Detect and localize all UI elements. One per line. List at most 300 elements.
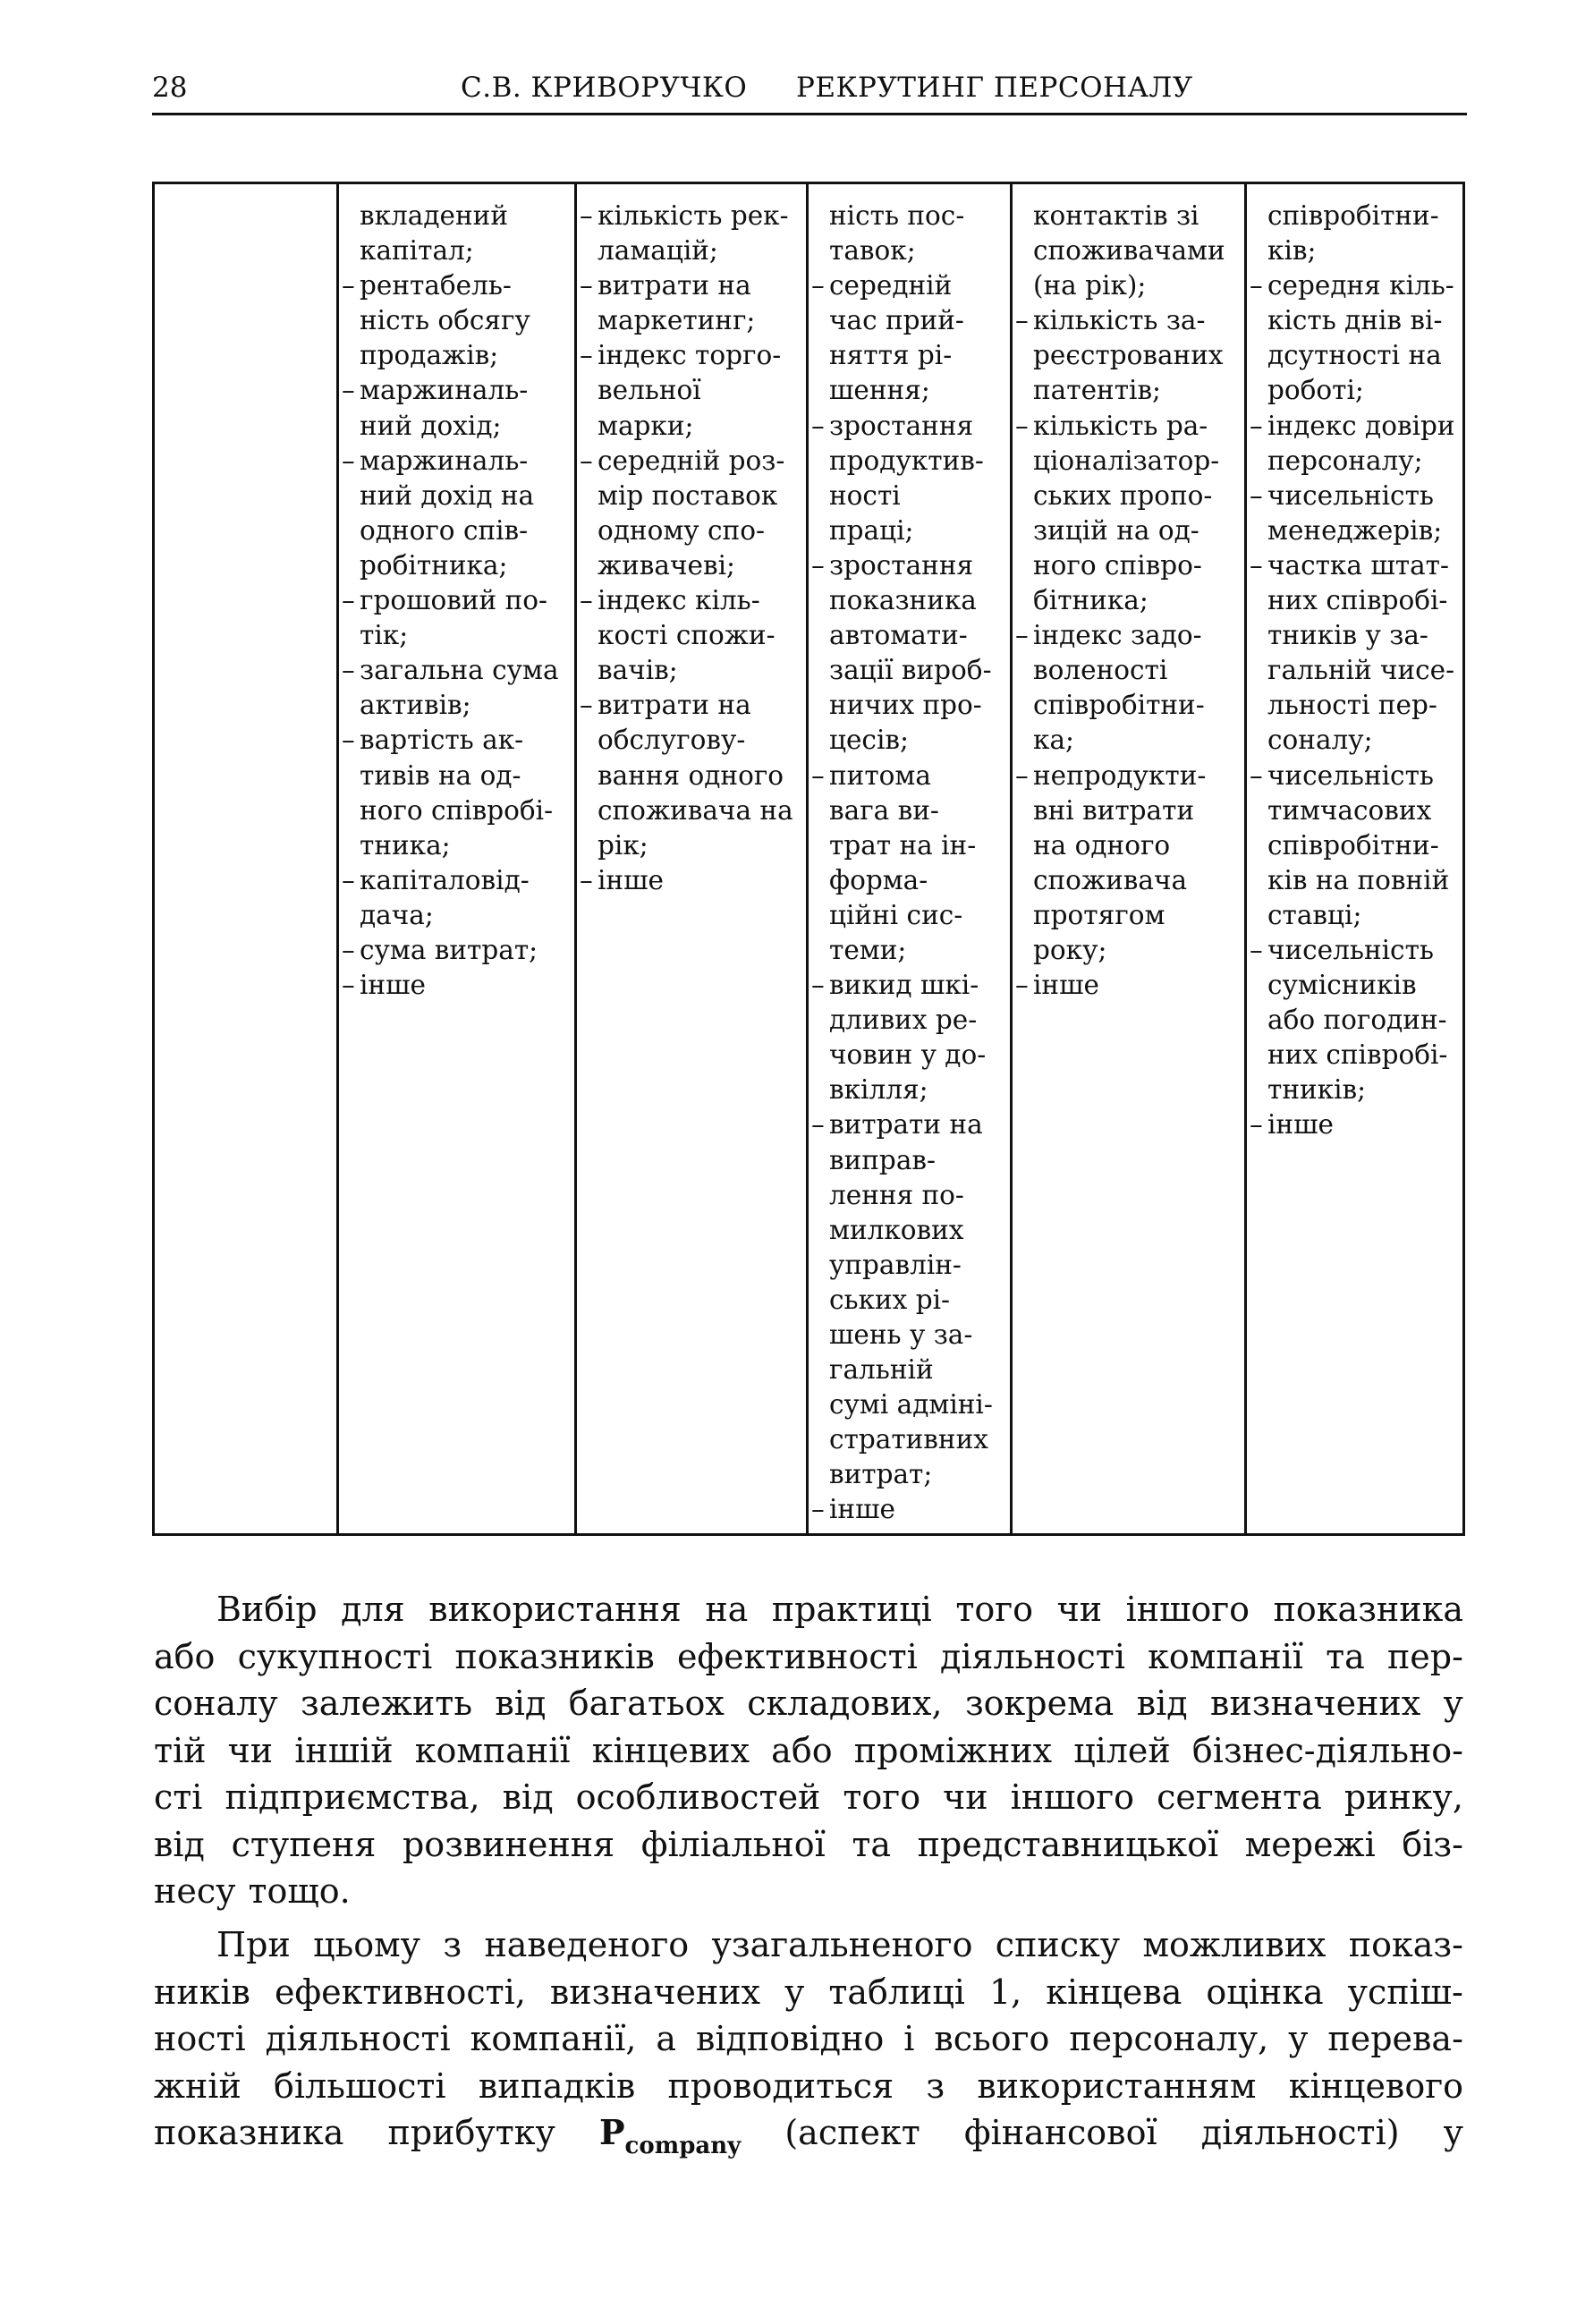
cell-text: них співробі- <box>1267 1039 1448 1071</box>
table-cell-line <box>809 199 1010 233</box>
cell-text: дсутності на <box>1267 340 1442 371</box>
table-cell-line <box>1013 373 1244 408</box>
word: ників <box>154 1972 250 2012</box>
table-cell-line <box>339 688 574 723</box>
paragraph-line <box>154 1774 1463 1821</box>
cell-text: ламацій; <box>598 235 718 267</box>
cell-text: тивів на од- <box>360 759 521 791</box>
cell-text: індекс довіри <box>1267 410 1455 441</box>
list-dash: – <box>1250 934 1263 965</box>
word: фінансової <box>963 2113 1157 2152</box>
cell-text: ничих про- <box>829 690 982 721</box>
cell-text: сума витрат; <box>360 934 538 965</box>
word: визначених <box>1210 1684 1421 1723</box>
table-cell-line <box>809 513 1010 548</box>
cell-text: інше <box>1267 1109 1334 1141</box>
cell-text: індекс кіль- <box>598 585 760 616</box>
cell-text: ціоналізатор- <box>1033 445 1220 476</box>
paragraph-line-with-formula <box>154 2109 1463 2170</box>
cell-text: персоналу; <box>1267 445 1423 476</box>
table-cell-line <box>339 268 574 303</box>
cell-text: ських рі- <box>829 1284 950 1315</box>
word: біз- <box>1402 1824 1463 1864</box>
cell-text: середній <box>829 270 953 301</box>
table-cell-line <box>809 1248 1010 1283</box>
cell-text: тік; <box>360 620 409 651</box>
word: визначених <box>549 1972 761 2012</box>
table-cell-line <box>809 968 1010 1003</box>
table-cell-line <box>577 199 806 233</box>
cell-text: одному спо- <box>598 514 765 546</box>
cell-text: кількість рек- <box>598 200 789 231</box>
word: цілей <box>1073 1730 1171 1770</box>
cell-text: протягом <box>1033 899 1165 930</box>
list-dash: – <box>1015 305 1029 336</box>
cell-text: зростання <box>829 410 974 441</box>
word: залежить <box>301 1684 473 1723</box>
table-cell-line <box>1013 268 1244 303</box>
paragraph-line <box>154 1633 1463 1681</box>
cell-text: капіталовід- <box>360 864 530 895</box>
word: представницької <box>917 1824 1219 1864</box>
list-dash: – <box>811 759 825 791</box>
list-dash: – <box>1250 549 1263 581</box>
word: практиці <box>771 1590 932 1629</box>
cell-text: ційні сис- <box>829 899 963 930</box>
list-dash: – <box>811 410 825 441</box>
cell-text: вні витрати <box>1033 794 1195 826</box>
word: у <box>1443 1684 1463 1723</box>
cell-text: активів; <box>360 690 471 721</box>
table-cell-line <box>1247 968 1462 1003</box>
list-dash: – <box>1250 1109 1263 1141</box>
table-cell-line <box>577 268 806 303</box>
cell-text: шень у за- <box>829 1319 973 1350</box>
cell-text: інше <box>598 864 664 895</box>
table-cell-line <box>809 1107 1010 1142</box>
table-cell-line <box>339 653 574 688</box>
cell-text: ставці; <box>1267 899 1362 930</box>
word: проміжних <box>853 1730 1053 1770</box>
cell-text: показника <box>829 585 977 616</box>
cell-text: непродукти- <box>1033 759 1207 791</box>
table-cell-line <box>809 688 1010 723</box>
table-cell-line <box>577 688 806 723</box>
table-cell-line <box>1247 688 1462 723</box>
word: розвинення <box>402 1824 615 1864</box>
table-cell-line <box>1013 933 1244 968</box>
cell-text: індекс торго- <box>598 340 782 371</box>
table-cell-line <box>1013 759 1244 793</box>
table-cell-line <box>577 513 806 548</box>
word: ефективності <box>676 1636 918 1676</box>
cell-text: або погодин- <box>1267 1005 1447 1036</box>
word: використання <box>428 1590 682 1629</box>
paragraph-line <box>154 2063 1463 2110</box>
table-cell-line <box>1247 828 1462 863</box>
list-dash: – <box>580 445 593 476</box>
table-cell-line <box>809 653 1010 688</box>
table-cell-line <box>1247 268 1462 303</box>
table-cell-line <box>577 759 806 793</box>
table-cell-line <box>339 968 574 1003</box>
table-cell-line <box>809 793 1010 828</box>
table-cell-line <box>577 479 806 513</box>
table-cell-line <box>809 1213 1010 1248</box>
word: чи <box>227 1730 274 1770</box>
word: проводиться <box>667 2065 894 2106</box>
table-cell-line <box>1247 863 1462 898</box>
table-cell-line <box>809 1003 1010 1038</box>
cell-text: ків на повній <box>1267 864 1450 895</box>
table-cell-line <box>1247 933 1462 968</box>
table-cell-line <box>1013 233 1244 268</box>
table-cell-line <box>339 303 574 338</box>
word: кінцева <box>1046 1972 1182 2012</box>
cell-text: марки; <box>598 410 694 441</box>
cell-text: виправ- <box>829 1144 936 1175</box>
table-cell-line <box>809 409 1010 444</box>
cell-text: вартість ак- <box>360 725 524 756</box>
cell-text: загальна сума <box>360 655 559 686</box>
word: показників <box>454 1636 655 1676</box>
cell-text: управлін- <box>829 1249 962 1280</box>
cell-text: питома <box>829 759 931 791</box>
table-cell-line <box>1247 479 1462 513</box>
table-cell-line <box>339 828 574 863</box>
table-column-2 <box>336 184 574 1533</box>
cell-text: контактів зі <box>1033 200 1199 231</box>
table-cell-line <box>577 409 806 444</box>
word: 1, <box>988 1972 1022 2012</box>
cell-text: чисельність <box>1267 759 1434 791</box>
list-dash: – <box>342 375 355 406</box>
cell-text: ських пропо- <box>1033 479 1213 511</box>
word: успіш- <box>1347 1972 1463 2012</box>
table-cell-line <box>1247 548 1462 583</box>
list-dash: – <box>1015 759 1029 791</box>
word: з <box>443 1925 462 1964</box>
cell-text: продуктив- <box>829 445 984 476</box>
table-cell-line <box>1247 723 1462 758</box>
word: та <box>852 1824 892 1864</box>
cell-text: кості спожи- <box>598 620 776 651</box>
cell-text: кількість ра- <box>1033 410 1208 441</box>
cell-text: продажів; <box>360 340 499 371</box>
cell-text: час прий- <box>829 305 964 336</box>
cell-text: на одного <box>1033 829 1171 861</box>
word: кінцевого <box>1288 2065 1463 2106</box>
cell-text: льності пер- <box>1267 690 1437 721</box>
paragraph-1 <box>154 1586 1463 1915</box>
table-cell-line <box>809 1492 1010 1527</box>
table-cell-line <box>809 1353 1010 1387</box>
cell-text: лення по- <box>829 1179 964 1210</box>
table-cell-line <box>339 793 574 828</box>
cell-text: витрати на <box>829 1109 983 1141</box>
table-cell-line <box>1013 723 1244 758</box>
cell-text: автомати- <box>829 620 968 651</box>
cell-text: інше <box>360 970 426 1001</box>
word: ступеня <box>231 1824 377 1864</box>
table-cell-line <box>809 828 1010 863</box>
paragraph-line <box>154 1727 1463 1775</box>
word: сті <box>154 1777 203 1817</box>
cell-text: човин у до- <box>829 1039 987 1071</box>
paragraph-line <box>154 2015 1463 2063</box>
word: показника <box>1273 1590 1463 1629</box>
table-cell-line <box>809 863 1010 898</box>
word: мережі <box>1244 1824 1376 1864</box>
table-cell-line <box>809 1143 1010 1178</box>
table-cell-line <box>809 444 1010 479</box>
table-column-6 <box>1244 184 1462 1533</box>
word: ності <box>154 2019 246 2058</box>
table-cell-line <box>1013 898 1244 933</box>
word: на <box>705 1590 749 1629</box>
word: компанії <box>414 1730 571 1770</box>
table-cell-line <box>809 1387 1010 1422</box>
cell-text: вкладений <box>360 200 508 231</box>
table-cell-line <box>1247 898 1462 933</box>
table-cell-line <box>339 444 574 479</box>
cell-text: бітника; <box>1033 585 1148 616</box>
word: всього <box>934 2019 1050 2058</box>
list-dash: – <box>1250 479 1263 511</box>
table-cell-line <box>339 548 574 583</box>
word: бізнес-діяльно- <box>1191 1730 1463 1770</box>
word: тій <box>154 1730 207 1770</box>
paragraph-line <box>154 1680 1463 1727</box>
table-cell-line <box>1247 618 1462 653</box>
table-cell-line <box>1013 513 1244 548</box>
table-cell-line <box>577 863 806 898</box>
table-cell-line <box>1013 863 1244 898</box>
word: ефективності, <box>274 1972 526 2012</box>
table-cell-line <box>577 338 806 373</box>
cell-text: праці; <box>829 514 914 546</box>
table-column-4 <box>806 184 1010 1533</box>
cell-text: реєстрованих <box>1033 340 1224 371</box>
table-cell-line <box>577 618 806 653</box>
list-dash: – <box>811 970 825 1001</box>
cell-text: цесів; <box>829 725 909 756</box>
cell-text: ного співро- <box>1033 549 1202 581</box>
word: компанії <box>1148 1636 1303 1676</box>
cell-text: інше <box>829 1494 895 1525</box>
word: чи <box>943 1777 988 1817</box>
list-dash: – <box>580 270 593 301</box>
cell-text: соналу; <box>1267 725 1373 756</box>
cell-text: теми; <box>829 934 907 965</box>
cell-text: гальній <box>829 1354 934 1386</box>
word: того <box>843 1777 921 1817</box>
cell-text: (на рік); <box>1033 270 1147 301</box>
table-cell-line <box>809 933 1010 968</box>
list-dash: – <box>342 934 355 965</box>
cell-text: частка штат- <box>1267 549 1449 581</box>
cell-text: тника; <box>360 829 451 861</box>
list-dash: – <box>1250 759 1263 791</box>
cell-text: мір поставок <box>598 479 778 511</box>
word: показ- <box>1348 1925 1463 1964</box>
table-cell-line <box>1013 653 1244 688</box>
table-cell-line <box>1013 444 1244 479</box>
table-cell-line <box>809 338 1010 373</box>
word: можливих <box>1142 1925 1326 1964</box>
table-cell-line <box>1247 793 1462 828</box>
list-dash: – <box>1250 410 1263 441</box>
list-dash: – <box>580 690 593 721</box>
table-cell-line <box>809 548 1010 583</box>
table-cell-line <box>1247 303 1462 338</box>
table-cell-line <box>1247 653 1462 688</box>
cell-text: інше <box>1033 970 1099 1001</box>
word: у <box>1443 2113 1463 2152</box>
table-cell-line <box>339 898 574 933</box>
list-dash: – <box>1250 270 1263 301</box>
cell-text: середній роз- <box>598 445 785 476</box>
table-cell-line <box>1247 1073 1462 1107</box>
table-cell-line <box>577 373 806 408</box>
cell-text: тників; <box>1267 1074 1367 1106</box>
word: таблиці <box>828 1972 965 2012</box>
list-dash: – <box>1015 410 1029 441</box>
table-cell-line <box>809 1038 1010 1073</box>
word: оцінка <box>1206 1972 1324 2012</box>
word: іншій <box>294 1730 394 1770</box>
cell-text: тників у за- <box>1267 620 1428 651</box>
paragraph-line <box>154 1921 1463 1969</box>
cell-text: менеджерів; <box>1267 514 1443 546</box>
table-cell-line <box>809 1073 1010 1107</box>
word: показника <box>154 2113 344 2152</box>
cell-text: капітал; <box>360 235 474 267</box>
word: списку <box>995 1925 1121 1964</box>
table-cell-line <box>1247 338 1462 373</box>
cell-text: ків; <box>1267 235 1317 267</box>
table-cell-line <box>1013 968 1244 1003</box>
table-column-1 <box>155 184 336 1533</box>
word: і <box>903 2019 915 2058</box>
word: наведеного <box>484 1925 690 1964</box>
paragraph-line <box>154 1868 1463 1915</box>
list-dash: – <box>580 585 593 616</box>
table-cell-line <box>339 618 574 653</box>
table-cell-line <box>1013 338 1244 373</box>
cell-text: витрати на <box>598 690 751 721</box>
list-dash: – <box>342 864 355 895</box>
table-cell-line <box>339 933 574 968</box>
cell-text: зицій на од- <box>1033 514 1199 546</box>
table-cell-line <box>1247 1003 1462 1038</box>
word: від <box>154 1824 205 1864</box>
cell-text: рентабель- <box>360 270 512 301</box>
cell-text: дливих ре- <box>829 1005 978 1036</box>
cell-text: ка; <box>1033 725 1074 756</box>
table-cell-line <box>1247 1107 1462 1142</box>
cell-text: споживача на <box>598 794 793 826</box>
list-dash: – <box>811 1494 825 1525</box>
table-cell-line <box>1013 479 1244 513</box>
table-cell-line <box>577 444 806 479</box>
table-cell-line <box>809 1178 1010 1213</box>
word: сегмента <box>1157 1777 1322 1817</box>
word: діяльності) <box>1200 2113 1400 2152</box>
cell-text: чисельність <box>1267 934 1434 965</box>
word: філіальної <box>640 1824 826 1864</box>
table-cell-line <box>809 898 1010 933</box>
cell-text: них співробі- <box>1267 585 1448 616</box>
list-dash: – <box>342 970 355 1001</box>
cell-text: сумісників <box>1267 970 1417 1001</box>
formula-subscript: company <box>624 2133 742 2159</box>
table-cell-line <box>809 1318 1010 1353</box>
cell-text: грошовий по- <box>360 585 547 616</box>
word: з <box>926 2065 945 2106</box>
word: діяльності <box>939 1636 1125 1676</box>
table-cell-line <box>339 583 574 618</box>
table-cell-line <box>1247 513 1462 548</box>
cell-text: кість днів ві- <box>1267 305 1443 336</box>
table-cell-line <box>1013 409 1244 444</box>
table-cell-line <box>339 373 574 408</box>
table-cell-line <box>339 233 574 268</box>
table-cell-line <box>1247 373 1462 408</box>
word: ринку, <box>1343 1777 1463 1817</box>
page-number: 28 <box>152 72 188 104</box>
cell-text: форма- <box>829 864 928 895</box>
word: у <box>784 1972 805 2012</box>
cell-text: індекс задо- <box>1033 620 1202 651</box>
cell-text: живачеві; <box>598 549 735 581</box>
list-dash: – <box>1015 620 1029 651</box>
list-dash: – <box>342 445 355 476</box>
list-dash: – <box>342 270 355 301</box>
table-cell-line <box>1013 688 1244 723</box>
word: від <box>502 1777 554 1817</box>
word: від <box>495 1684 547 1723</box>
word: у <box>1288 2019 1309 2058</box>
word: узагальненого <box>711 1925 973 1964</box>
list-dash: – <box>811 1109 825 1141</box>
cell-text: викид шкі- <box>829 970 979 1001</box>
table-cell-line <box>1013 303 1244 338</box>
cell-text: тавок; <box>829 235 916 267</box>
cell-text: тимчасових <box>1267 794 1432 826</box>
formula-p-company <box>599 2109 741 2170</box>
table-cell-line <box>1247 759 1462 793</box>
cell-text: маржиналь- <box>360 445 529 476</box>
cell-text: вельної <box>598 375 701 406</box>
cell-text: чисельність <box>1267 479 1434 511</box>
table-cell-line <box>339 513 574 548</box>
table-cell-line <box>339 409 574 444</box>
table-cell-line <box>809 1422 1010 1457</box>
table-cell-line <box>339 863 574 898</box>
cell-text: одного спів- <box>360 514 529 546</box>
word: Вибір <box>216 1590 318 1629</box>
table-cell-line <box>809 618 1010 653</box>
paragraph-line <box>154 1969 1463 2016</box>
word: та <box>1326 1636 1365 1676</box>
cell-text: зростання <box>829 549 974 581</box>
table-cell-line <box>339 759 574 793</box>
word: або <box>154 1636 216 1676</box>
table-cell-line <box>809 373 1010 408</box>
cell-text: ний дохід на <box>360 479 535 511</box>
word: того <box>955 1590 1034 1629</box>
